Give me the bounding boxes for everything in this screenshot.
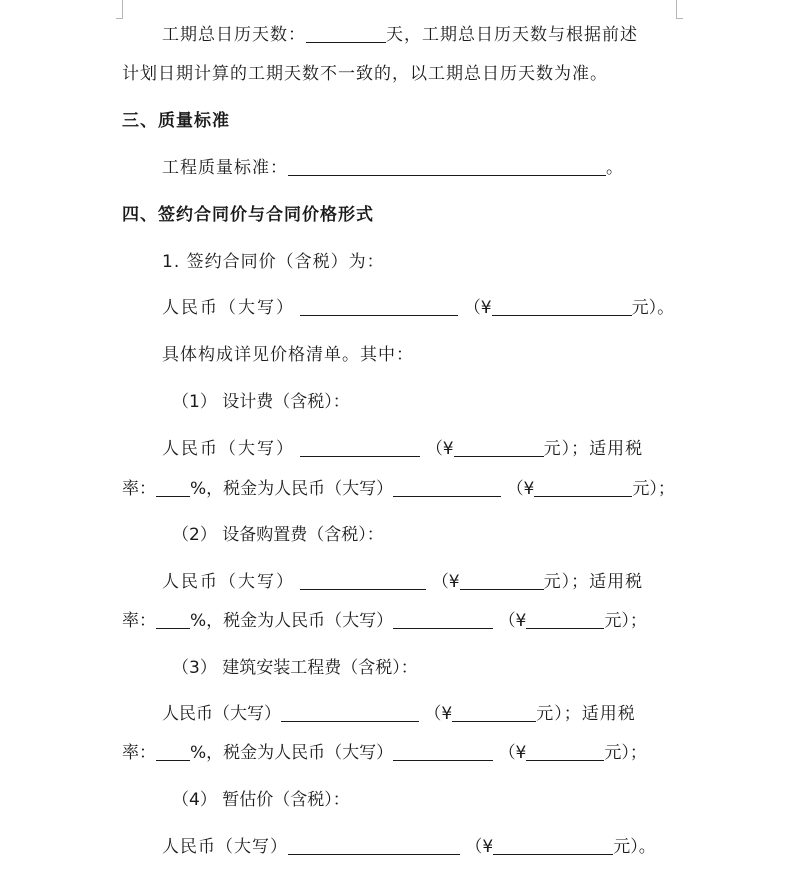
rmb-total-amount-blank[interactable]	[492, 297, 632, 316]
rmb-design-yen: （¥	[425, 439, 454, 459]
paragraph-duration	[0, 24, 798, 46]
paragraph-tax-design	[0, 478, 798, 500]
tax-construction-rate-blank[interactable]	[156, 742, 190, 761]
rmb-equipment-label: 人民币（大写）	[162, 572, 295, 592]
rmb-equipment-yen: （¥	[431, 572, 460, 592]
duration-label: 工期总日历天数：	[162, 25, 306, 45]
rmb-construction-amount-blank[interactable]	[452, 703, 536, 722]
rmb-construction-yen: （¥	[424, 704, 453, 724]
rmb-equipment-amount-blank[interactable]	[460, 571, 544, 590]
item-provisional-price: （4） 暂估价（含税）：	[172, 790, 350, 810]
tax-construction-amount-blank[interactable]	[526, 742, 604, 761]
page-corner-mark-right	[676, 0, 683, 19]
rmb-design-words-blank[interactable]	[300, 438, 420, 457]
rmb-equipment-tax-text: 元）；适用税	[543, 572, 644, 592]
rmb-construction-words-blank[interactable]	[281, 703, 419, 722]
tax-equipment-label: 率：	[122, 611, 156, 631]
duration-text: 天，工期总日历天数与根据前述	[386, 25, 638, 45]
quality-standard-blank[interactable]	[288, 157, 606, 176]
quality-label: 工程质量标准：	[162, 158, 288, 178]
item-design-fee: （1） 设计费（含税）：	[172, 392, 350, 412]
paragraph-tax-equipment	[0, 610, 798, 632]
tax-construction-label: 率：	[122, 743, 156, 763]
tax-equipment-rate-blank[interactable]	[156, 610, 190, 629]
section-heading-price: 四、签约合同价与合同价格形式	[122, 205, 374, 225]
tax-equipment-yuan: 元）；	[604, 611, 647, 631]
tax-design-label: 率：	[122, 479, 156, 499]
tax-design-rate-blank[interactable]	[156, 478, 190, 497]
rmb-provisional-words-blank[interactable]	[288, 836, 460, 855]
paragraph-duration-cont: 计划日期计算的工期天数不一致的，以工期总日历天数为准。	[122, 64, 608, 84]
tax-construction-yuan: 元）；	[604, 743, 647, 763]
tax-equipment-yen: （¥	[498, 611, 527, 631]
rmb-provisional-label: 人民币（大写）	[162, 837, 288, 857]
section-heading-quality: 三、质量标准	[122, 111, 230, 131]
paragraph-tax-construction	[0, 742, 798, 764]
rmb-equipment-words-blank[interactable]	[300, 571, 426, 590]
rmb-provisional-yen: （¥	[465, 837, 494, 857]
rmb-construction-label: 人民币（大写）	[162, 704, 281, 724]
rmb-total-yuan: 元）。	[631, 298, 675, 318]
paragraph-rmb-construction	[0, 703, 798, 725]
tax-design-yen: （¥	[506, 479, 535, 499]
duration-days-blank[interactable]	[306, 24, 386, 43]
quality-period: 。	[606, 158, 624, 178]
paragraph-rmb-provisional	[0, 836, 798, 858]
rmb-design-amount-blank[interactable]	[454, 438, 544, 457]
tax-equipment-text: %，税金为人民币（大写）	[190, 611, 394, 631]
tax-construction-words-blank[interactable]	[393, 742, 493, 761]
tax-equipment-amount-blank[interactable]	[526, 610, 604, 629]
rmb-total-yen: （¥	[463, 298, 492, 318]
paragraph-contract-price: 1. 签约合同价（含税）为：	[162, 252, 385, 272]
paragraph-rmb-total	[0, 297, 798, 319]
rmb-design-label: 人民币（大写）	[162, 439, 295, 459]
item-construction-fee: （3） 建筑安装工程费（含税）：	[172, 658, 418, 678]
tax-design-yuan: 元）；	[632, 479, 675, 499]
paragraph-rmb-equipment	[0, 571, 798, 593]
tax-design-words-blank[interactable]	[393, 478, 501, 497]
paragraph-detail: 具体构成详见价格清单。其中：	[162, 345, 414, 365]
tax-design-text: %，税金为人民币（大写）	[190, 479, 394, 499]
paragraph-quality	[0, 157, 798, 179]
rmb-provisional-amount-blank[interactable]	[493, 836, 613, 855]
rmb-total-words-blank[interactable]	[300, 297, 458, 316]
rmb-provisional-yuan: 元）。	[613, 837, 656, 857]
rmb-total-label: 人民币（大写）	[162, 298, 295, 318]
rmb-construction-tax-text: 元）；适用税	[536, 704, 636, 724]
rmb-design-tax-text: 元）；适用税	[543, 439, 644, 459]
tax-design-amount-blank[interactable]	[534, 478, 632, 497]
paragraph-rmb-design	[0, 438, 798, 460]
page-corner-mark-left	[116, 0, 123, 19]
item-equipment-fee: （2） 设备购置费（含税）：	[172, 525, 384, 545]
tax-equipment-words-blank[interactable]	[393, 610, 493, 629]
tax-construction-yen: （¥	[498, 743, 527, 763]
tax-construction-text: %，税金为人民币（大写）	[190, 743, 394, 763]
